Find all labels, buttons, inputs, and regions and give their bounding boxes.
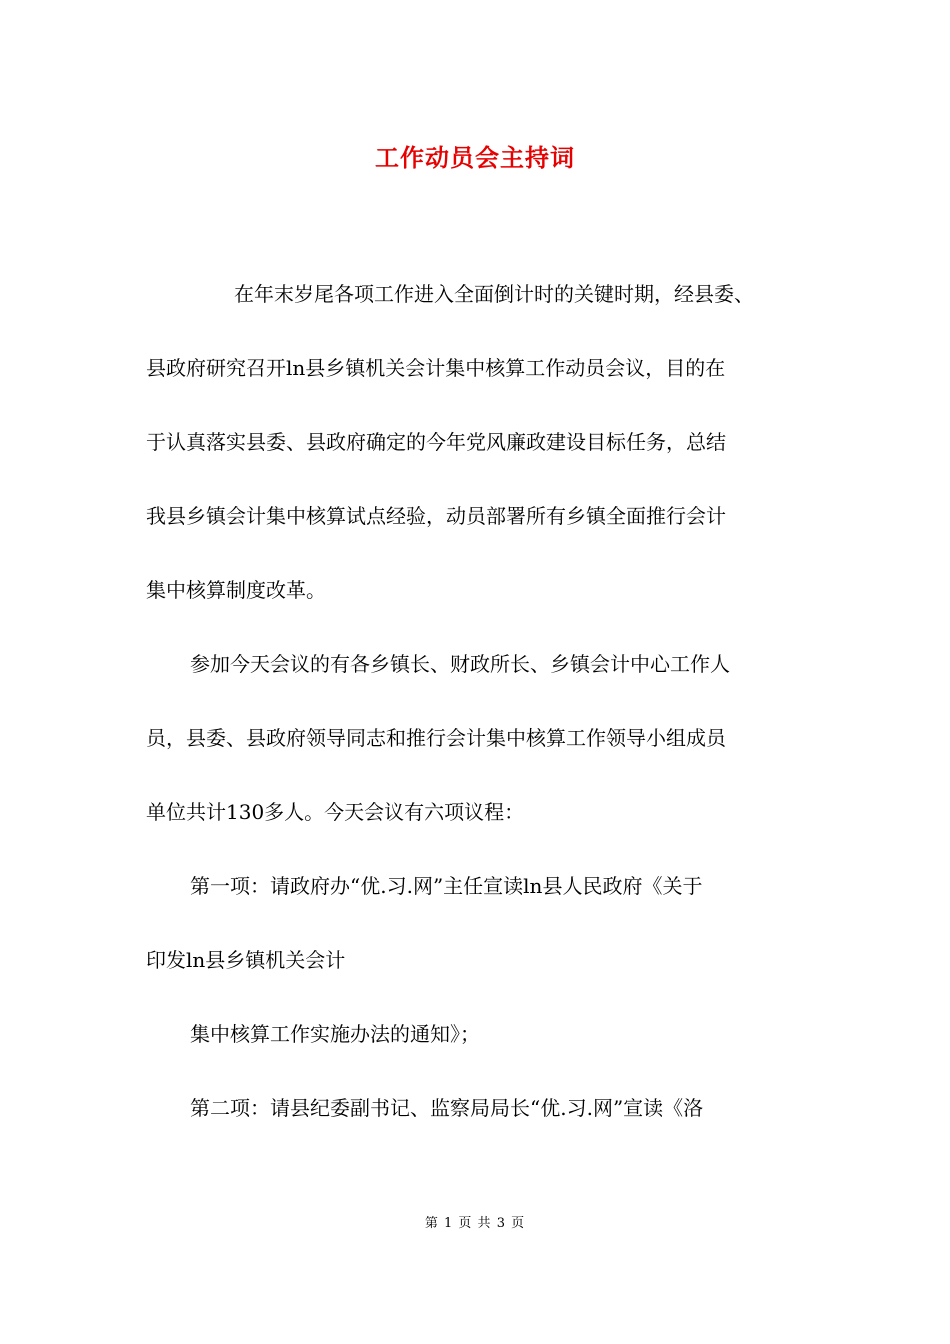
- paragraph-line: 在年末岁尾各项工作进入全面倒计时的关键时期，经县委、: [234, 282, 754, 306]
- paragraph-line: 集中核算工作实施办法的通知》；: [190, 1022, 480, 1046]
- paragraph-line: 第一项：请政府办“优.习.网”主任宣读ln县人民政府《关于: [190, 874, 703, 898]
- paragraph-line: 参加今天会议的有各乡镇长、财政所长、乡镇会计中心工作人: [190, 652, 730, 676]
- paragraph-line: 单位共计130多人。今天会议有六项议程：: [146, 800, 525, 824]
- page-number-footer: 第 1 页 共 3 页: [424, 1216, 526, 1231]
- paragraph-line: 第二项：请县纪委副书记、监察局局长“优.习.网”宣读《洛: [190, 1096, 704, 1120]
- paragraph-line: 我县乡镇会计集中核算试点经验，动员部署所有乡镇全面推行会计: [146, 504, 726, 528]
- paragraph-line: 印发ln县乡镇机关会计: [146, 948, 346, 972]
- paragraph-line: 员，县委、县政府领导同志和推行会计集中核算工作领导小组成员: [146, 726, 726, 750]
- paragraph-line: 集中核算制度改革。: [146, 578, 326, 602]
- paragraph-line: 县政府研究召开ln县乡镇机关会计集中核算工作动员会议，目的在: [146, 356, 726, 380]
- document-title: 工作动员会主持词: [375, 143, 575, 172]
- paragraph-line: 于认真落实县委、县政府确定的今年党风廉政建设目标任务，总结: [146, 430, 726, 454]
